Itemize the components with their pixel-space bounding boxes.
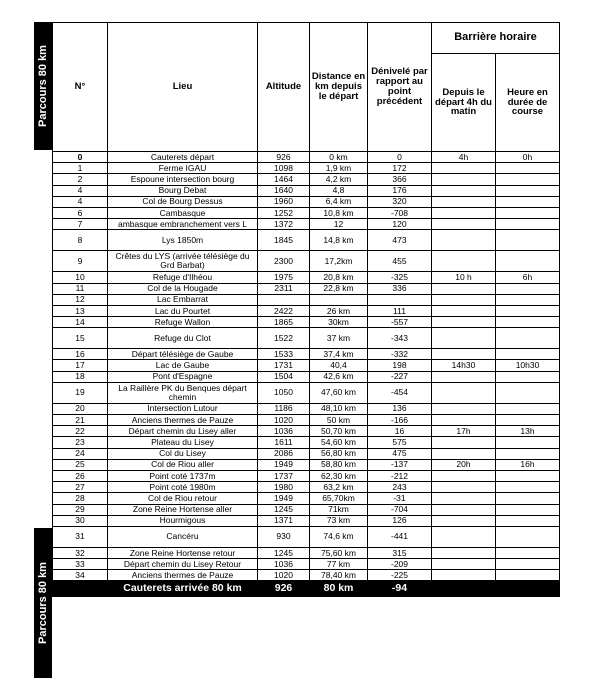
cell-distance: 62,30 km [310, 470, 368, 481]
header-altitude: Altitude [258, 23, 310, 152]
cell-lieu: Point coté 1737m [108, 470, 258, 481]
cell-num: 17 [53, 360, 108, 371]
cell-depuis: 4h [432, 152, 496, 163]
cell-denivele: 475 [368, 448, 432, 459]
table-row [53, 219, 560, 230]
table-row [53, 570, 560, 581]
cell-altitude: 1640 [258, 185, 310, 196]
cell-distance: 75,60 km [310, 547, 368, 558]
cell-distance: 50 km [310, 415, 368, 426]
cell-altitude: 1533 [258, 349, 310, 360]
header-denivele: Dénivelé par rapport au point précédent [368, 23, 432, 152]
table-row [53, 382, 560, 403]
table-row [53, 207, 560, 218]
cell-num: 29 [53, 504, 108, 515]
cell-heure [496, 437, 560, 448]
cell-altitude: 1050 [258, 382, 310, 403]
cell-lieu: Col de la Hougade [108, 283, 258, 294]
cell-denivele: -441 [368, 526, 432, 547]
cell-distance: 63,2 km [310, 482, 368, 493]
cell-num: 31 [53, 526, 108, 547]
table-row [53, 448, 560, 459]
cell-denivele [368, 294, 432, 305]
cell-depuis [432, 515, 496, 526]
cell-altitude: 1949 [258, 459, 310, 470]
cell-denivele: -332 [368, 349, 432, 360]
cell-distance: 50,70 km [310, 426, 368, 437]
cell-depuis [432, 559, 496, 570]
cell-depuis [432, 251, 496, 272]
cell-num: 19 [53, 382, 108, 403]
table-row [53, 305, 560, 316]
cell-distance: 37,4 km [310, 349, 368, 360]
cell-denivele: 172 [368, 163, 432, 174]
cell-denivele: -557 [368, 317, 432, 328]
cell-heure [496, 371, 560, 382]
cell-heure [496, 547, 560, 558]
table-row [53, 482, 560, 493]
cell-num: 28 [53, 493, 108, 504]
cell-depuis [432, 493, 496, 504]
cell-heure [496, 415, 560, 426]
footer-heure [496, 581, 560, 597]
table-row [53, 185, 560, 196]
cell-lieu: Zone Reine Hortense aller [108, 504, 258, 515]
cell-lieu: Hourmigous [108, 515, 258, 526]
table-row [53, 163, 560, 174]
cell-depuis [432, 371, 496, 382]
cell-num: 7 [53, 219, 108, 230]
cell-lieu: Cambasque [108, 207, 258, 218]
table-row [53, 251, 560, 272]
cell-depuis [432, 437, 496, 448]
cell-altitude: 1522 [258, 328, 310, 349]
cell-num: 4 [53, 185, 108, 196]
cell-denivele: 0 [368, 152, 432, 163]
cell-distance: 48,10 km [310, 403, 368, 414]
cell-lieu: Point coté 1980m [108, 482, 258, 493]
cell-heure [496, 504, 560, 515]
cell-num: 10 [53, 272, 108, 283]
cell-depuis [432, 470, 496, 481]
cell-num: 22 [53, 426, 108, 437]
cell-lieu: Lac du Pourtet [108, 305, 258, 316]
header-barriere: Barrière horaire [432, 23, 560, 54]
cell-heure [496, 185, 560, 196]
cell-denivele: 16 [368, 426, 432, 437]
cell-distance: 77 km [310, 559, 368, 570]
cell-num: 21 [53, 415, 108, 426]
cell-altitude: 1611 [258, 437, 310, 448]
cell-num: 18 [53, 371, 108, 382]
cell-denivele: 575 [368, 437, 432, 448]
cell-altitude: 2422 [258, 305, 310, 316]
cell-num: 1 [53, 163, 108, 174]
footer-lieu: Cauterets arrivée 80 km [108, 581, 258, 597]
cell-depuis [432, 504, 496, 515]
cell-depuis [432, 328, 496, 349]
cell-altitude: 926 [258, 152, 310, 163]
cell-depuis [432, 207, 496, 218]
cell-lieu: Lys 1850m [108, 230, 258, 251]
cell-heure [496, 526, 560, 547]
table-row [53, 437, 560, 448]
cell-lieu: Bourg Debat [108, 185, 258, 196]
cell-distance: 12 [310, 219, 368, 230]
cell-denivele: -212 [368, 470, 432, 481]
table-row [53, 426, 560, 437]
cell-depuis: 14h30 [432, 360, 496, 371]
cell-altitude: 930 [258, 526, 310, 547]
cell-altitude: 1949 [258, 493, 310, 504]
table-row [53, 328, 560, 349]
cell-num: 23 [53, 437, 108, 448]
table-row [53, 294, 560, 305]
table-row [53, 515, 560, 526]
cell-heure [496, 283, 560, 294]
footer-row [53, 581, 560, 597]
cell-altitude: 1036 [258, 426, 310, 437]
cell-denivele: 336 [368, 283, 432, 294]
cell-num: 15 [53, 328, 108, 349]
cell-distance: 47,60 km [310, 382, 368, 403]
cell-altitude: 1245 [258, 547, 310, 558]
cell-altitude: 1245 [258, 504, 310, 515]
table-row [53, 230, 560, 251]
cell-distance: 10,8 km [310, 207, 368, 218]
cell-altitude [258, 294, 310, 305]
cell-depuis [432, 482, 496, 493]
cell-num: 11 [53, 283, 108, 294]
cell-distance: 56,80 km [310, 448, 368, 459]
cell-denivele: 120 [368, 219, 432, 230]
cell-heure [496, 294, 560, 305]
cell-heure [496, 570, 560, 581]
cell-distance: 54,60 km [310, 437, 368, 448]
cell-lieu: Col de Riou aller [108, 459, 258, 470]
cell-depuis [432, 382, 496, 403]
cell-denivele: -708 [368, 207, 432, 218]
cell-lieu: Cancéru [108, 526, 258, 547]
cell-heure [496, 382, 560, 403]
header-num: N° [53, 23, 108, 152]
cell-denivele: 243 [368, 482, 432, 493]
cell-lieu: Plateau du Lisey [108, 437, 258, 448]
cell-num: 8 [53, 230, 108, 251]
cell-denivele: 126 [368, 515, 432, 526]
cell-distance: 6,4 km [310, 196, 368, 207]
cell-heure: 0h [496, 152, 560, 163]
cell-depuis [432, 283, 496, 294]
cell-depuis [432, 526, 496, 547]
cell-heure [496, 515, 560, 526]
cell-denivele: -225 [368, 570, 432, 581]
cell-heure [496, 230, 560, 251]
cell-altitude: 1020 [258, 570, 310, 581]
cell-lieu: Départ chemin du Lisey aller [108, 426, 258, 437]
table-row [53, 470, 560, 481]
cell-altitude: 1186 [258, 403, 310, 414]
cell-heure: 13h [496, 426, 560, 437]
side-label-bottom [34, 528, 52, 678]
cell-altitude: 1975 [258, 272, 310, 283]
cell-denivele: 315 [368, 547, 432, 558]
cell-distance: 1,9 km [310, 163, 368, 174]
cell-heure [496, 470, 560, 481]
cell-altitude: 2300 [258, 251, 310, 272]
cell-distance: 17,2km [310, 251, 368, 272]
cell-depuis [432, 196, 496, 207]
cell-num: 33 [53, 559, 108, 570]
table-row [53, 547, 560, 558]
cell-denivele: 198 [368, 360, 432, 371]
cell-lieu: Ferme IGAU [108, 163, 258, 174]
cell-denivele: -227 [368, 371, 432, 382]
cell-heure: 6h [496, 272, 560, 283]
cell-lieu: Cauterets départ [108, 152, 258, 163]
cell-lieu: Départ chemin du Lisey Retour [108, 559, 258, 570]
cell-altitude: 2311 [258, 283, 310, 294]
cell-heure [496, 305, 560, 316]
cell-lieu: Départ télésiège de Gaube [108, 349, 258, 360]
footer-depuis [432, 581, 496, 597]
table-row [53, 174, 560, 185]
header-depuis: Depuis le départ 4h du matin [432, 54, 496, 152]
cell-lieu: Intersection Lutour [108, 403, 258, 414]
cell-heure [496, 251, 560, 272]
cell-distance: 26 km [310, 305, 368, 316]
cell-denivele: 366 [368, 174, 432, 185]
cell-altitude: 1980 [258, 482, 310, 493]
cell-altitude: 1731 [258, 360, 310, 371]
cell-distance: 73 km [310, 515, 368, 526]
cell-heure [496, 207, 560, 218]
cell-lieu: Espoune intersection bourg [108, 174, 258, 185]
course-table [52, 22, 560, 597]
table-row [53, 349, 560, 360]
cell-depuis: 10 h [432, 272, 496, 283]
cell-depuis [432, 305, 496, 316]
cell-lieu: La Raillère PK du Benques départ chemin [108, 382, 258, 403]
cell-heure [496, 328, 560, 349]
cell-denivele: 111 [368, 305, 432, 316]
cell-depuis [432, 570, 496, 581]
cell-lieu: Refuge d'Ilhéou [108, 272, 258, 283]
cell-lieu: Col du Lisey [108, 448, 258, 459]
table-row [53, 415, 560, 426]
cell-denivele: -325 [368, 272, 432, 283]
cell-denivele: -166 [368, 415, 432, 426]
cell-distance: 71km [310, 504, 368, 515]
cell-denivele: -454 [368, 382, 432, 403]
cell-denivele: 176 [368, 185, 432, 196]
cell-num: 32 [53, 547, 108, 558]
cell-lieu: Lac de Gaube [108, 360, 258, 371]
cell-heure: 16h [496, 459, 560, 470]
cell-altitude: 1737 [258, 470, 310, 481]
cell-denivele: -343 [368, 328, 432, 349]
cell-lieu: Pont d'Espagne [108, 371, 258, 382]
cell-heure [496, 482, 560, 493]
header-distance: Distance en km depuis le départ [310, 23, 368, 152]
table-row [53, 283, 560, 294]
cell-altitude: 1865 [258, 317, 310, 328]
cell-num: 4 [53, 196, 108, 207]
table-row [53, 493, 560, 504]
cell-lieu: Refuge du Clot [108, 328, 258, 349]
cell-denivele: -137 [368, 459, 432, 470]
cell-altitude: 1504 [258, 371, 310, 382]
cell-num: 0 [53, 152, 108, 163]
cell-depuis [432, 415, 496, 426]
cell-heure: 10h30 [496, 360, 560, 371]
cell-num: 16 [53, 349, 108, 360]
cell-altitude: 1372 [258, 219, 310, 230]
cell-num: 30 [53, 515, 108, 526]
cell-distance [310, 294, 368, 305]
cell-denivele: 136 [368, 403, 432, 414]
cell-num: 14 [53, 317, 108, 328]
cell-depuis: 17h [432, 426, 496, 437]
cell-altitude: 1020 [258, 415, 310, 426]
cell-heure [496, 493, 560, 504]
side-label-top-text: Parcours 80 km [37, 45, 49, 127]
cell-depuis [432, 163, 496, 174]
cell-denivele: 455 [368, 251, 432, 272]
cell-altitude: 1371 [258, 515, 310, 526]
side-label-top [34, 22, 52, 150]
header-heure: Heure en durée de course [496, 54, 560, 152]
cell-depuis [432, 230, 496, 251]
cell-distance: 58,80 km [310, 459, 368, 470]
table-row [53, 504, 560, 515]
cell-lieu: Anciens thermes de Pauze [108, 570, 258, 581]
cell-lieu: ambasque embranchement vers L [108, 219, 258, 230]
header-lieu: Lieu [108, 23, 258, 152]
cell-depuis [432, 448, 496, 459]
cell-lieu: Col de Bourg Dessus [108, 196, 258, 207]
cell-heure [496, 349, 560, 360]
footer-distance: 80 km [310, 581, 368, 597]
cell-distance: 78,40 km [310, 570, 368, 581]
cell-num: 25 [53, 459, 108, 470]
cell-altitude: 1036 [258, 559, 310, 570]
cell-depuis [432, 219, 496, 230]
cell-num: 9 [53, 251, 108, 272]
cell-heure [496, 196, 560, 207]
cell-lieu: Col de Riou retour [108, 493, 258, 504]
cell-distance: 40,4 [310, 360, 368, 371]
cell-num: 2 [53, 174, 108, 185]
cell-distance: 37 km [310, 328, 368, 349]
cell-altitude: 1464 [258, 174, 310, 185]
cell-distance: 74,6 km [310, 526, 368, 547]
cell-depuis [432, 317, 496, 328]
cell-heure [496, 317, 560, 328]
footer-altitude: 926 [258, 581, 310, 597]
cell-depuis [432, 174, 496, 185]
cell-num: 24 [53, 448, 108, 459]
cell-distance: 20,8 km [310, 272, 368, 283]
cell-heure [496, 219, 560, 230]
cell-depuis [432, 547, 496, 558]
cell-num: 12 [53, 294, 108, 305]
cell-num: 6 [53, 207, 108, 218]
cell-depuis [432, 349, 496, 360]
cell-heure [496, 174, 560, 185]
table-row [53, 459, 560, 470]
cell-lieu: Zone Reine Hortense retour [108, 547, 258, 558]
cell-altitude: 1252 [258, 207, 310, 218]
cell-lieu: Anciens thermes de Pauze [108, 415, 258, 426]
cell-denivele: 473 [368, 230, 432, 251]
cell-distance: 0 km [310, 152, 368, 163]
cell-heure [496, 163, 560, 174]
table-row [53, 559, 560, 570]
cell-denivele: 320 [368, 196, 432, 207]
cell-num: 34 [53, 570, 108, 581]
table-row [53, 196, 560, 207]
cell-depuis [432, 403, 496, 414]
cell-altitude: 1960 [258, 196, 310, 207]
cell-lieu: Crêtes du LYS (arrivée télésiège du Grd Barbat) [108, 251, 258, 272]
cell-denivele: -209 [368, 559, 432, 570]
cell-num: 27 [53, 482, 108, 493]
cell-depuis [432, 294, 496, 305]
cell-heure [496, 403, 560, 414]
cell-distance: 4,8 [310, 185, 368, 196]
cell-distance: 65,70km [310, 493, 368, 504]
table-row [53, 317, 560, 328]
table-row [53, 152, 560, 163]
footer-denivele: -94 [368, 581, 432, 597]
cell-num: 26 [53, 470, 108, 481]
cell-heure [496, 559, 560, 570]
footer-num [53, 581, 108, 597]
cell-denivele: -704 [368, 504, 432, 515]
cell-num: 20 [53, 403, 108, 414]
cell-denivele: -31 [368, 493, 432, 504]
cell-distance: 14,8 km [310, 230, 368, 251]
cell-depuis: 20h [432, 459, 496, 470]
cell-lieu: Lac Embarrat [108, 294, 258, 305]
table-row [53, 371, 560, 382]
cell-distance: 30km [310, 317, 368, 328]
cell-distance: 22,8 km [310, 283, 368, 294]
cell-num: 13 [53, 305, 108, 316]
cell-depuis [432, 185, 496, 196]
cell-distance: 4,2 km [310, 174, 368, 185]
cell-altitude: 1098 [258, 163, 310, 174]
table-row [53, 360, 560, 371]
table-row [53, 526, 560, 547]
cell-lieu: Refuge Wallon [108, 317, 258, 328]
side-label-bottom-text: Parcours 80 km [37, 562, 49, 644]
table-row [53, 403, 560, 414]
cell-heure [496, 448, 560, 459]
table-row [53, 272, 560, 283]
cell-altitude: 1845 [258, 230, 310, 251]
cell-distance: 42,6 km [310, 371, 368, 382]
cell-altitude: 2086 [258, 448, 310, 459]
